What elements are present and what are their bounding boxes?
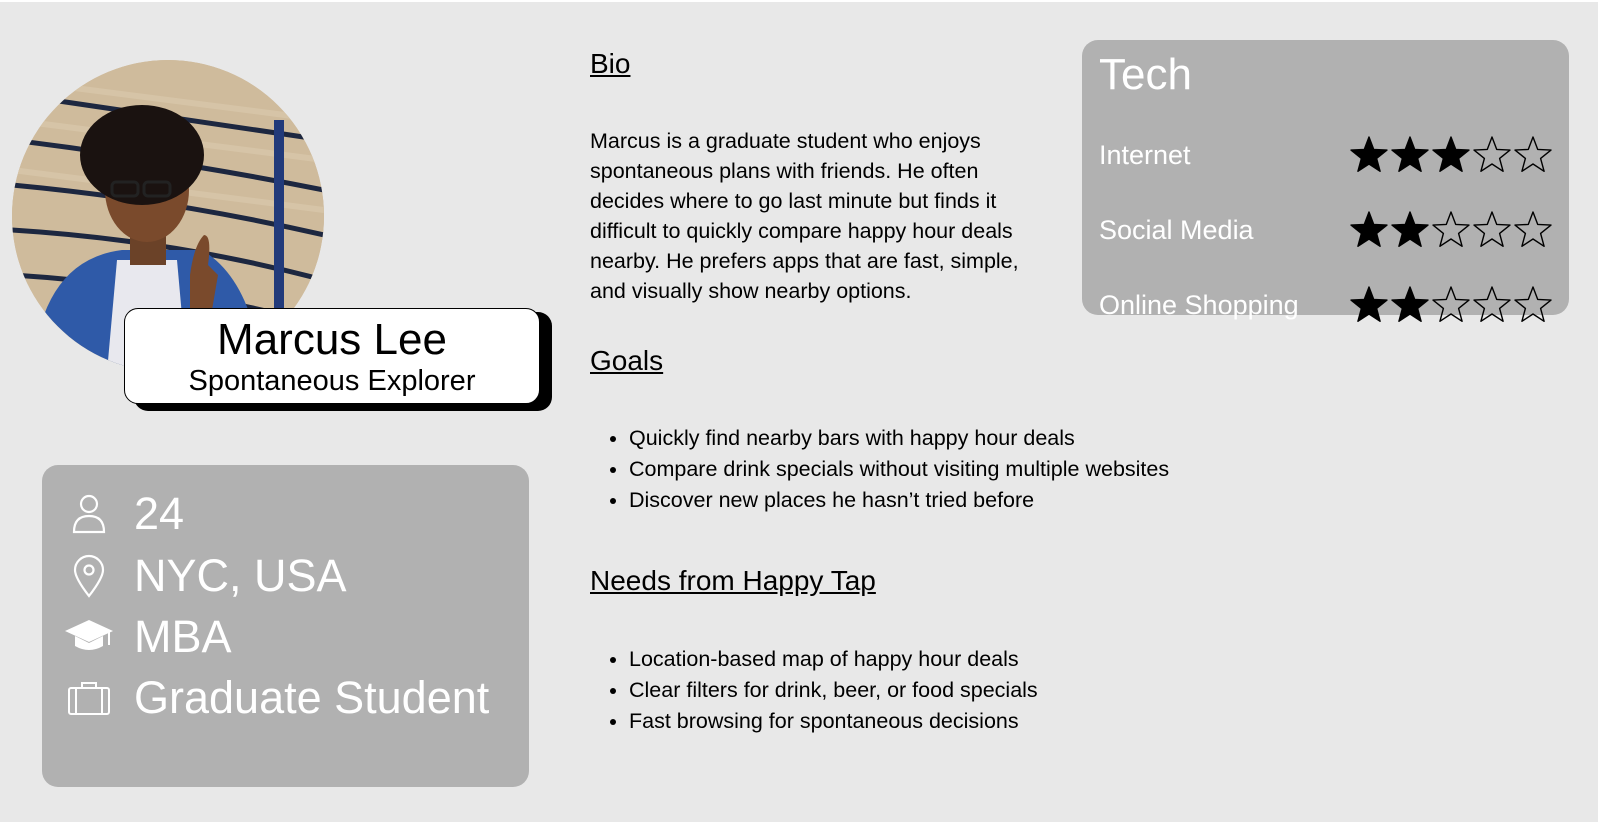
- list-item: • Location-based map of happy hour deals: [629, 644, 1038, 675]
- list-item: • Discover new places he hasn’t tried before: [629, 485, 1169, 516]
- list-item: • Compare drink specials without visiting multiple websites: [629, 454, 1169, 485]
- user-icon: [64, 489, 114, 539]
- location-value: NYC, USA: [134, 550, 347, 601]
- education-value: MBA: [134, 611, 232, 662]
- star-filled-icon: [1390, 210, 1430, 250]
- star-filled-icon: [1390, 135, 1430, 175]
- star-empty-icon: [1472, 285, 1512, 325]
- tech-label: Online Shopping: [1099, 289, 1299, 320]
- goals-list: [590, 423, 1169, 516]
- star-empty-icon: [1513, 210, 1553, 250]
- tech-panel: [1082, 40, 1569, 320]
- education-row: [64, 611, 232, 663]
- star-rating: [1349, 285, 1553, 325]
- age-row: [64, 488, 184, 540]
- demographics-panel: [42, 465, 529, 787]
- goals-heading: Goals: [590, 345, 664, 376]
- star-filled-icon: [1431, 135, 1471, 175]
- list-item: • Clear filters for drink, beer, or food specials: [629, 675, 1038, 706]
- star-empty-icon: [1472, 210, 1512, 250]
- persona-name: Marcus Lee: [217, 315, 447, 364]
- star-filled-icon: [1349, 285, 1389, 325]
- bio-heading: Bio: [590, 48, 631, 79]
- star-empty-icon: [1472, 135, 1512, 175]
- age-value: 24: [134, 488, 185, 539]
- star-rating: [1349, 210, 1553, 250]
- list-item: • Quickly find nearby bars with happy hour deals: [629, 423, 1169, 454]
- star-empty-icon: [1431, 210, 1471, 250]
- name-card: [124, 308, 540, 404]
- location-row: [64, 550, 347, 602]
- star-empty-icon: [1513, 285, 1553, 325]
- briefcase-icon: [64, 673, 114, 723]
- star-filled-icon: [1390, 285, 1430, 325]
- location-pin-icon: [64, 551, 114, 601]
- persona-archetype: Spontaneous Explorer: [188, 365, 476, 397]
- tech-label: Social Media: [1099, 214, 1254, 245]
- star-filled-icon: [1349, 135, 1389, 175]
- star-rating: [1349, 135, 1553, 175]
- occupation-row: [64, 672, 489, 724]
- tech-row-internet: [1099, 133, 1553, 177]
- needs-heading: Needs from Happy Tap: [590, 565, 876, 596]
- tech-title: Tech: [1099, 50, 1192, 99]
- tech-row-online-shopping: [1099, 283, 1553, 327]
- needs-list: [590, 644, 1038, 737]
- tech-row-social-media: [1099, 208, 1553, 252]
- tech-label: Internet: [1099, 139, 1191, 170]
- graduation-cap-icon: [64, 612, 114, 662]
- list-item: • Fast browsing for spontaneous decisions: [629, 706, 1038, 737]
- persona-page: [0, 2, 1598, 822]
- star-filled-icon: [1349, 210, 1389, 250]
- bio-text: Marcus is a graduate student who enjoys spontaneous plans with friends. He often decides where to go last minute but finds it difficult to quickly compare happy hour deals nearby. He prefers apps that are fast, simple, and visually show nearby options.: [590, 129, 1019, 303]
- star-empty-icon: [1431, 285, 1471, 325]
- occupation-value: Graduate Student: [134, 672, 490, 723]
- star-empty-icon: [1513, 135, 1553, 175]
